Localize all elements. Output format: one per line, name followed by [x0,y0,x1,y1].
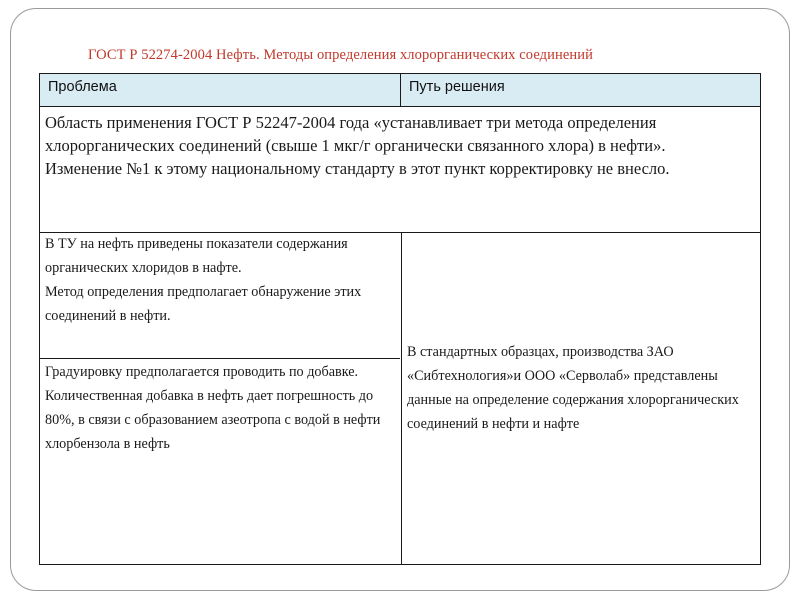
problem-cell-2 [45,360,397,456]
header-solution: Путь решения [401,74,760,106]
scope-text: Область применения ГОСТ Р 52247-2004 года «устанавливает три метода определения хлорорганических соединений (свыше 1 мкг/г органически связанного хлора) в нефти». [45,113,666,155]
scope-cell [45,111,755,180]
column-divider [401,232,402,564]
comparison-table [39,73,761,565]
problem-row-divider [40,358,400,359]
header-problem: Проблема [40,74,401,106]
problem-2-text-b: Количественная добавка в нефть дает погрешность до 80%, в связи с образованием азеотропа с водой в нефти хлорбензола в нефть [45,388,381,452]
amendment-text: Изменение №1 к этому национальному стандарту в этот пункт корректировку не внесло. [45,159,670,178]
solution-cell [407,340,759,436]
problem-cell-1 [45,232,397,328]
problem-2-text-a: Градуировку предполагается проводить по добавке. [45,364,359,380]
header-divider [40,106,760,107]
slide-title: ГОСТ Р 52274-2004 Нефть. Методы определения хлорорганических соединений [88,47,593,63]
problem-1-text-a: В ТУ на нефть приведены показатели содержания органических хлоридов в нафте. [45,236,348,276]
solution-text: В стандартных образцах, производства ЗАО «Сибтехнология»и ООО «Серволаб» представлены данные на определение содержания хлорорганических соединений в нефти и нафте [407,344,739,432]
problem-1-text-b: Метод определения предполагает обнаружение этих соединений в нефти. [45,284,362,324]
